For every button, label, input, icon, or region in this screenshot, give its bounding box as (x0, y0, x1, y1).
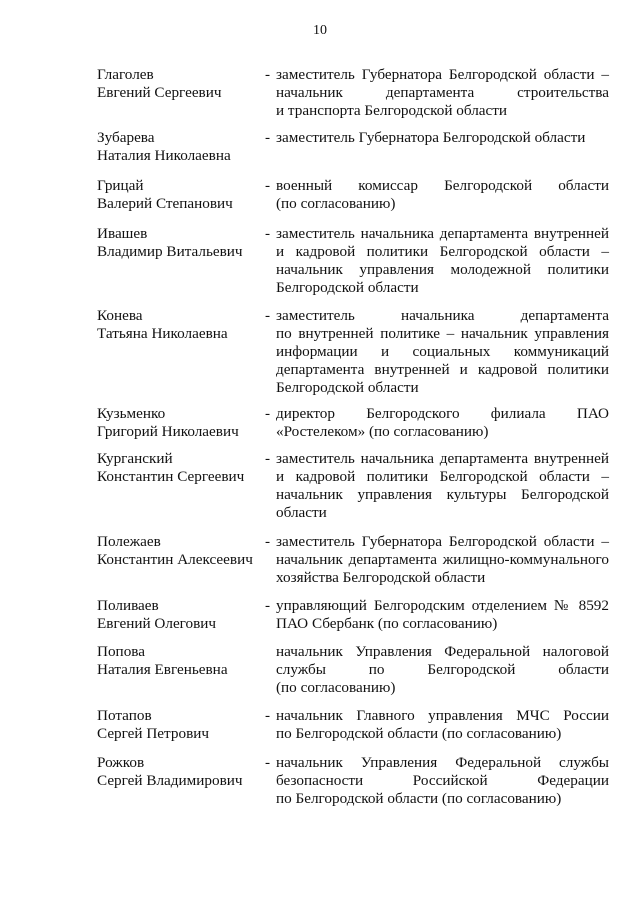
member-given-names: Константин Алексеевич (97, 551, 253, 568)
entry-dash: - (265, 66, 271, 83)
member-given-names: Сергей Петрович (97, 725, 210, 742)
member-surname: Потапов (97, 707, 152, 724)
position-line: по внутренней политике – начальник управления (276, 325, 609, 342)
position-line: Белгородской области (276, 379, 419, 396)
position-line: по Белгородской области (по согласованию) (276, 790, 562, 807)
member-position (276, 754, 609, 808)
position-line: хозяйства Белгородской области (276, 569, 486, 586)
position-line: (по согласованию) (276, 679, 396, 696)
member-given-names: Сергей Владимирович (97, 772, 243, 789)
position-line: начальник департамента строительства (276, 84, 609, 101)
position-line: заместитель Губернатора Белгородской области (276, 129, 586, 146)
member-surname: Полежаев (97, 533, 161, 550)
member-name (97, 533, 262, 569)
position-line: Белгородской области (276, 279, 419, 296)
member-position (276, 643, 609, 697)
member-name (97, 450, 262, 486)
member-position (276, 177, 609, 213)
entry-dash: - (265, 177, 271, 194)
position-line: информации и социальных коммуникаций (276, 343, 609, 360)
member-given-names: Татьяна Николаевна (97, 325, 228, 342)
member-name (97, 597, 262, 633)
member-surname: Грицай (97, 177, 144, 194)
position-line: заместитель начальника департамента (276, 307, 609, 324)
position-line: департамента внутренней и кадровой политики (276, 361, 609, 378)
member-surname: Кузьменко (97, 405, 166, 422)
entry-dash: - (265, 405, 271, 422)
position-line: области (276, 504, 327, 521)
position-line: (по согласованию) (276, 195, 396, 212)
position-line: и транспорта Белгородской области (276, 102, 508, 119)
member-surname: Ивашев (97, 225, 148, 242)
position-line: начальник управления молодежной политики (276, 261, 609, 278)
entry-dash: - (265, 533, 271, 550)
member-surname: Попова (97, 643, 145, 660)
position-line: и кадровой политики Белгородской области – (276, 468, 609, 485)
entry-dash: - (265, 225, 271, 242)
member-position (276, 307, 609, 397)
position-line: начальник управления культуры Белгородской (276, 486, 609, 503)
member-position (276, 66, 609, 120)
member-name (97, 129, 262, 165)
entry-dash: - (265, 129, 271, 146)
member-given-names: Григорий Николаевич (97, 423, 239, 440)
position-line: «Ростелеком» (по согласованию) (276, 423, 489, 440)
entry-dash: - (265, 597, 271, 614)
member-name (97, 707, 262, 743)
member-name (97, 66, 262, 102)
member-name (97, 754, 262, 790)
position-line: заместитель начальника департамента внутренней (276, 225, 609, 242)
member-given-names: Наталия Евгеньевна (97, 661, 228, 678)
member-position (276, 533, 609, 587)
position-line: управляющий Белгородским отделением № 8592 (276, 597, 609, 614)
member-given-names: Евгений Сергеевич (97, 84, 222, 101)
position-line: и кадровой политики Белгородской области – (276, 243, 609, 260)
position-line: заместитель начальника департамента внутренней (276, 450, 609, 467)
member-given-names: Валерий Степанович (97, 195, 233, 212)
position-line: начальник Управления Федеральной налоговой (276, 643, 609, 660)
member-name (97, 177, 262, 213)
member-name (97, 307, 262, 343)
position-line: заместитель Губернатора Белгородской области – (276, 66, 609, 83)
member-surname: Курганский (97, 450, 173, 467)
member-surname: Глаголев (97, 66, 154, 83)
position-line: начальник Главного управления МЧС России (276, 707, 609, 724)
member-given-names: Владимир Витальевич (97, 243, 243, 260)
position-line: службы по Белгородской области (276, 661, 609, 678)
entry-dash: - (265, 707, 271, 724)
member-name (97, 405, 262, 441)
page-number: 10 (313, 23, 327, 38)
member-surname: Зубарева (97, 129, 155, 146)
member-position (276, 225, 609, 297)
position-line: начальник Управления Федеральной службы (276, 754, 609, 771)
member-name (97, 225, 262, 261)
position-line: военный комиссар Белгородской области (276, 177, 609, 194)
member-position (276, 129, 609, 147)
member-surname: Рожков (97, 754, 145, 771)
member-surname: Поливаев (97, 597, 159, 614)
member-position (276, 405, 609, 441)
member-position (276, 450, 609, 522)
member-position (276, 707, 609, 743)
member-name (97, 643, 262, 679)
position-line: ПАО Сбербанк (по согласованию) (276, 615, 498, 632)
member-given-names: Наталия Николаевна (97, 147, 231, 164)
position-line: начальник департамента жилищно-коммунального (276, 551, 609, 568)
member-given-names: Евгений Олегович (97, 615, 217, 632)
entry-dash: - (265, 307, 271, 324)
member-surname: Конева (97, 307, 143, 324)
member-position (276, 597, 609, 633)
position-line: безопасности Российской Федерации (276, 772, 609, 789)
position-line: по Белгородской области (по согласованию) (276, 725, 562, 742)
member-given-names: Константин Сергеевич (97, 468, 245, 485)
entry-dash: - (265, 450, 271, 467)
entry-dash: - (265, 754, 271, 771)
position-line: заместитель Губернатора Белгородской области – (276, 533, 609, 550)
position-line: директор Белгородского филиала ПАО (276, 405, 609, 422)
